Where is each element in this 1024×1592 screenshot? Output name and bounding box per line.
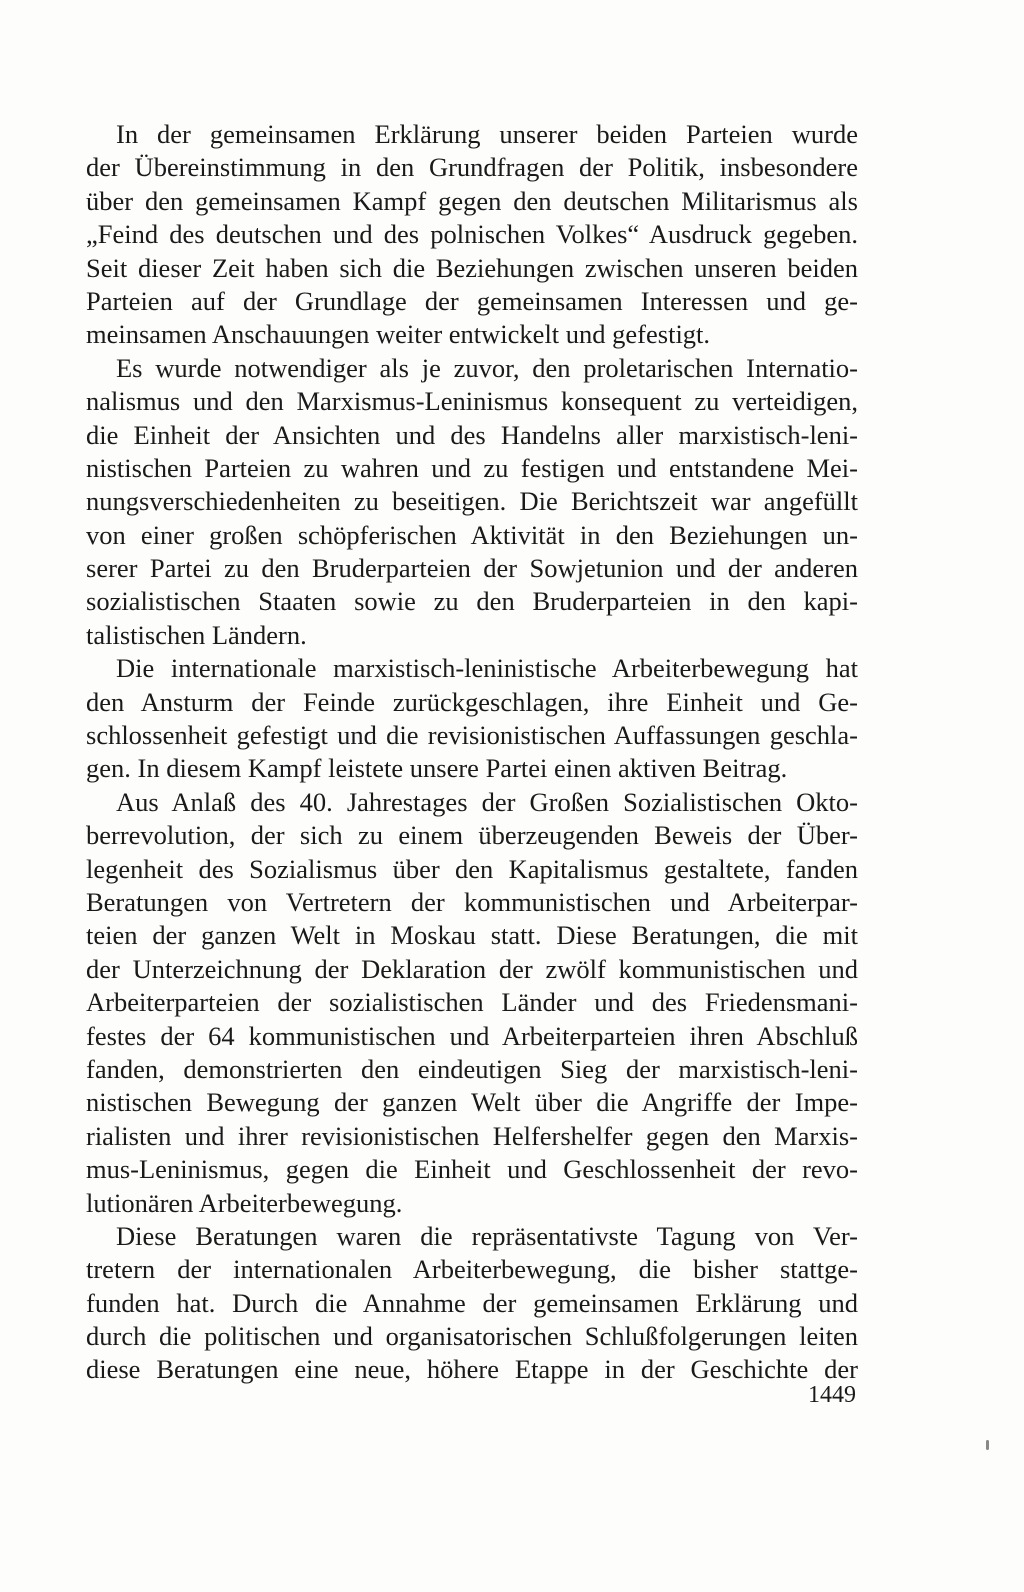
- text-line: nalismus und den Marxismus-Leninismus konsequent zu verteidigen,: [86, 386, 858, 417]
- text-line: In der gemeinsamen Erklärung unserer beiden Parteien wurde: [116, 119, 858, 149]
- paragraph: [86, 786, 858, 1220]
- text-line: rialisten und ihrer revisionistischen Helfershelfer gegen den Marxis-: [86, 1120, 858, 1151]
- text-line: berrevolution, der sich zu einem überzeugenden Beweis der Über-: [86, 820, 858, 851]
- scan-speck-mark: [986, 1440, 989, 1450]
- text-line: festes der 64 kommunistischen und Arbeiterparteien ihren Abschluß: [86, 1020, 858, 1051]
- body-text: [86, 118, 858, 1387]
- text-line: Es wurde notwendiger als je zuvor, den proletarischen Internatio-: [116, 352, 858, 383]
- paragraph: [86, 652, 858, 786]
- text-line: Aus Anlaß des 40. Jahrestages der Großen Sozialistischen Okto-: [116, 786, 858, 817]
- text-line: funden hat. Durch die Annahme der gemeinsamen Erklärung und: [86, 1287, 858, 1318]
- text-line: Diese Beratungen waren die repräsentativste Tagung von Ver-: [116, 1220, 858, 1251]
- text-line: Parteien auf der Grundlage der gemeinsamen Interessen und ge-: [86, 285, 858, 316]
- text-line: durch die politischen und organisatorischen Schlußfolgerungen leiten: [86, 1321, 858, 1352]
- text-line: legenheit des Sozialismus über den Kapitalismus gestaltete, fanden: [86, 853, 858, 884]
- text-line: von einer großen schöpferischen Aktivität in den Beziehungen un-: [86, 519, 858, 550]
- text-line: Seit dieser Zeit haben sich die Beziehungen zwischen unseren beiden: [86, 252, 858, 283]
- page-number: 1449: [808, 1382, 856, 1408]
- text-line: der Übereinstimmung in den Grundfragen der Politik, insbesondere: [86, 152, 858, 183]
- text-line: nungsverschiedenheiten zu beseitigen. Die Berichtszeit war angefüllt: [86, 486, 858, 517]
- text-line: schlossenheit gefestigt und die revisionistischen Auffassungen geschla-: [86, 720, 858, 751]
- text-line: tretern der internationalen Arbeiterbewegung, die bisher stattge-: [86, 1254, 858, 1285]
- text-line: sozialistischen Staaten sowie zu den Bruderparteien in den kapi-: [86, 586, 858, 617]
- text-line: Die internationale marxistisch-leninistische Arbeiterbewegung hat: [116, 653, 858, 684]
- text-line: fanden, demonstrierten den eindeutigen Sieg der marxistisch-leni-: [86, 1053, 858, 1084]
- text-line: nistischen Bewegung der ganzen Welt über die Angriffe der Impe-: [86, 1087, 858, 1118]
- text-line: die Einheit der Ansichten und des Handelns aller marxistisch-leni-: [86, 419, 858, 450]
- text-line: serer Partei zu den Bruderparteien der Sowjetunion und der anderen: [86, 553, 858, 584]
- paragraph: [86, 1220, 858, 1387]
- text-line: lutionären Arbeiterbewegung.: [86, 1187, 403, 1218]
- text-line: Arbeiterparteien der sozialistischen Länder und des Friedensmani-: [86, 987, 858, 1018]
- text-line: „Feind des deutschen und des polnischen Volkes“ Ausdruck gegeben.: [86, 219, 858, 250]
- text-line: diese Beratungen eine neue, höhere Etappe in der Geschichte der: [86, 1354, 858, 1385]
- text-line: der Unterzeichnung der Deklaration der zwölf kommunistischen und: [86, 953, 858, 984]
- text-line: meinsamen Anschauungen weiter entwickelt und gefestigt.: [86, 319, 711, 350]
- paragraph: [86, 118, 858, 352]
- text-line: nistischen Parteien zu wahren und zu festigen und entstandene Mei-: [86, 452, 858, 483]
- paragraph: [86, 352, 858, 653]
- text-line: gen. In diesem Kampf leistete unsere Partei einen aktiven Beitrag.: [86, 753, 788, 784]
- text-line: mus-Leninismus, gegen die Einheit und Geschlossenheit der revo-: [86, 1154, 858, 1185]
- text-line: über den gemeinsamen Kampf gegen den deutschen Militarismus als: [86, 185, 858, 216]
- text-line: teien der ganzen Welt in Moskau statt. Diese Beratungen, die mit: [86, 920, 858, 951]
- text-line: den Ansturm der Feinde zurückgeschlagen, ihre Einheit und Ge-: [86, 686, 858, 717]
- text-line: Beratungen von Vertretern der kommunistischen und Arbeiterpar-: [86, 886, 858, 917]
- text-line: talistischen Ländern.: [86, 619, 307, 650]
